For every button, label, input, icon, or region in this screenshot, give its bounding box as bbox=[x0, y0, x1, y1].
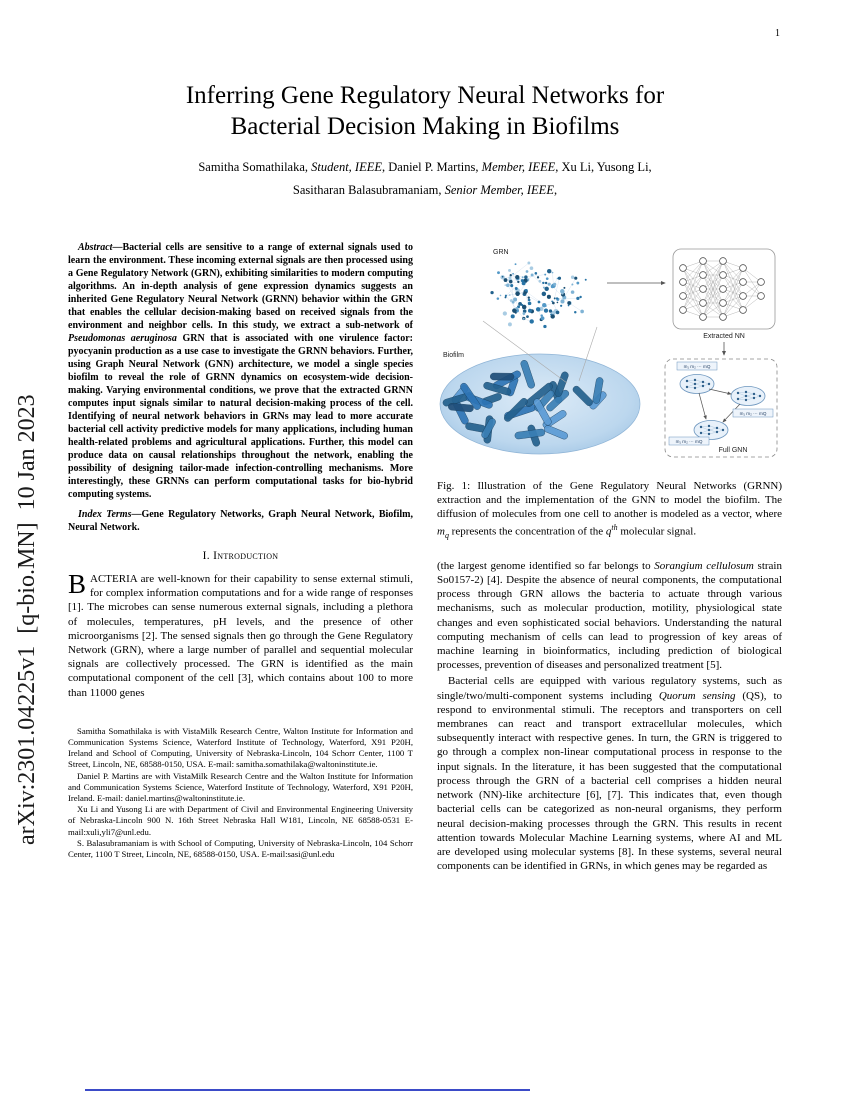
title-line1: Inferring Gene Regulatory Neural Networks for bbox=[185, 82, 665, 109]
footnotes bbox=[68, 726, 413, 860]
figure1 bbox=[437, 241, 782, 543]
section-heading-introduction bbox=[68, 550, 413, 562]
biofilm-label: Biofilm bbox=[443, 352, 465, 359]
index-terms: Index Terms—Gene Regulatory Networks, Graph Neural Network, Biofilm, Neural Network. bbox=[68, 509, 413, 533]
footnote-1: Samitha Somathilaka is with VistaMilk Research Centre, Walton Institute for Information and Communication Systems Science, Waterford Institute of Technology, Waterford, X91 P20H, Ireland and School of Computing, University of Nebraska-Lincoln, 104 Schorr Center, 1100 T Street, Lincoln, NE, 68588-0150, USA. E-mail: samitha.somathilaka@waltoninstitute.ie. bbox=[68, 725, 413, 770]
arxiv-watermark: arXiv:2301.04225v1 [q-bio.MN] 10 Jan 2023 bbox=[14, 394, 40, 845]
full-gnn-label: Full GNN bbox=[718, 447, 748, 454]
authors-line2: Sasitharan Balasubramaniam, Senior Member, IEEE, bbox=[292, 182, 558, 197]
grn-network-blob bbox=[490, 262, 586, 329]
right-paragraph-1: (the largest genome identified so far belongs to Sorangium cellulosum strain So0157-2) [4]. Despite the absence of neural components, the computational process through GRN allows the bacteria to actuate through various mechanisms, such as molecular production, motility, physiological state changes and even sophisticated social behaviors. Understanding the natural computing mechanism of cells can lead to progression of key areas of machine learning in bioinformatics, including prediction of biological processes, prevention of diseases and personalized treatment [5]. bbox=[437, 559, 782, 672]
footnote-2: Daniel P. Martins are with VistaMilk Research Centre and the Walton Institute for Information and Communication Systems Science, Waterford Institute of Technology, Waterford, X91 P20H, Ireland. E-mail: daniel.martins@waltoninstitute.ie. bbox=[68, 770, 413, 804]
page-number: 1 bbox=[775, 28, 780, 39]
molecule-vector-1 bbox=[677, 362, 717, 370]
extracted-nn-label: Extracted NN bbox=[703, 333, 745, 340]
molecule-vector-2 bbox=[733, 409, 773, 417]
abstract: Abstract—Bacterial cells are sensitive to a range of external signals used to learn the environment. These incoming external signals are then processed using a Gene Regulatory Network (GRN), exhibiting similarities to modern computing algorithms. An in-depth analysis of gene expression dynamics suggests an inherited Gene Regulatory Neural Network (GRNN) behavior within the GRN that enables the cellular decision-making based on received signals from the environment and neighbor cells. In this study, we extract a sub-network of Pseudomonas aeruginosa GRN that is associated with one virulence factor: pyocyanin production as a use case to investigate the GRNN behaviors. Further, using Graph Neural Network (GNN) architecture, we model a single species biofilm to reveal the role of GRNN dynamics on ecosystem-wide decision-making. Varying environmental conditions, we prove that the extracted GRNN computes input signals similar to natural decision-making process of the cell. Identifying of neural network behaviors in GRNs may lead to more accurate bacterial cell activity predictive models for many applications, including human health-related problems and agricultural applications. Further, this model can produce data on causal relationships throughout the network, enabling the possibility of designing tailor-made infection-controlling mechanisms. More interestingly, these GRNNs can perform computational tasks for bio-hybrid computing systems. bbox=[68, 242, 414, 500]
footnote-3: Xu Li and Yusong Li are with Department of Civil and Environmental Engineering University of Nebraska-Lincoln 900 N. 16th Street Nebraska Hall W181, Lincoln, NE 68588-0531 E-mail:xuli,yli7@unl.edu. bbox=[68, 804, 413, 837]
grn-label: GRN bbox=[493, 249, 509, 256]
footer-rule bbox=[85, 1089, 530, 1091]
molecule-vector-label: m₁ m₂ ⋯ mQ bbox=[739, 411, 767, 416]
figure1-caption: Fig. 1: Illustration of the Gene Regulatory Neural Networks (GRNN) extraction and the implementation of the GNN to model the biofilm. The diffusion of molecules from one cell to another is modeled as a vector, where $m_q$ represents the concentration of the $q^{th}$ molecular signal. bbox=[437, 480, 782, 540]
right-column bbox=[437, 241, 782, 873]
title-line2: Bacterial Decision Making in Biofilms bbox=[230, 113, 620, 140]
paper-title bbox=[68, 80, 782, 142]
intro-paragraph bbox=[68, 569, 413, 700]
figure1-graphic bbox=[437, 241, 782, 471]
author-list bbox=[68, 156, 782, 201]
two-column-body bbox=[68, 241, 782, 873]
section-number: I. bbox=[202, 550, 210, 562]
dropcap: B bbox=[68, 569, 87, 599]
section-title: Introduction bbox=[213, 550, 279, 562]
left-column bbox=[68, 241, 413, 873]
molecule-vector-label: m₁ m₂ ⋯ mQ bbox=[675, 439, 703, 444]
molecule-vector-label: m₁ m₂ ⋯ mQ bbox=[683, 364, 711, 369]
molecule-vector-3 bbox=[669, 437, 709, 445]
footnote-4: S. Balasubramaniam is with School of Computing, University of Nebraska-Lincoln, 104 Schorr Center, 1100 T Street, Lincoln, NE, 68588-0150, USA. E-mail:sasi@unl.edu bbox=[68, 837, 413, 860]
authors-line1: Samitha Somathilaka, Student, IEEE, Daniel P. Martins, Member, IEEE, Xu Li, Yusong Li, bbox=[198, 160, 652, 174]
intro-text: ACTERIA are well-known for their capability to sense external stimuli, for complex information computations and for a wide range of responses [1]. The microbes can sense numerous external signals, including a plethora of molecules, temperatures, pH levels, and the presence of other microorganisms [2]. The sensed signals then go through the Gene Regulatory Network (GRN), where a large number of parallel and sequential molecular signals are collectively processed. The GRN is identified as the main computational component of the cell [3], which contains about 100 to more than 11000 genes bbox=[68, 573, 413, 699]
right-paragraph-2: Bacterial cells are equipped with various regulatory systems, such as single/two/multi-component systems including Quorum sensing (QS), to respond to environmental stimuli. The receptors and transporters on cell membranes can react and transport extracellular molecules, which subsequently interact with respective genes. In turn, the GRN is triggered to go through a complex non-linear computational process in response to the input signals. In the literature, it has been suggested that the computational process through the GRN of a bacterial cell comprises a hidden neural network (NN)-like architecture [6], [7]. This indicates that, even though bacterial cells can be categorized as non-neural organisms, they perform neural decision-making processes through the GRN. This results in recent attention towards Molecular Machine Learning systems, where AI and ML are developed using molecular systems [8]. In these systems, several neural components can be identified in GRNs, in which genes may be regarded as bbox=[437, 675, 783, 873]
